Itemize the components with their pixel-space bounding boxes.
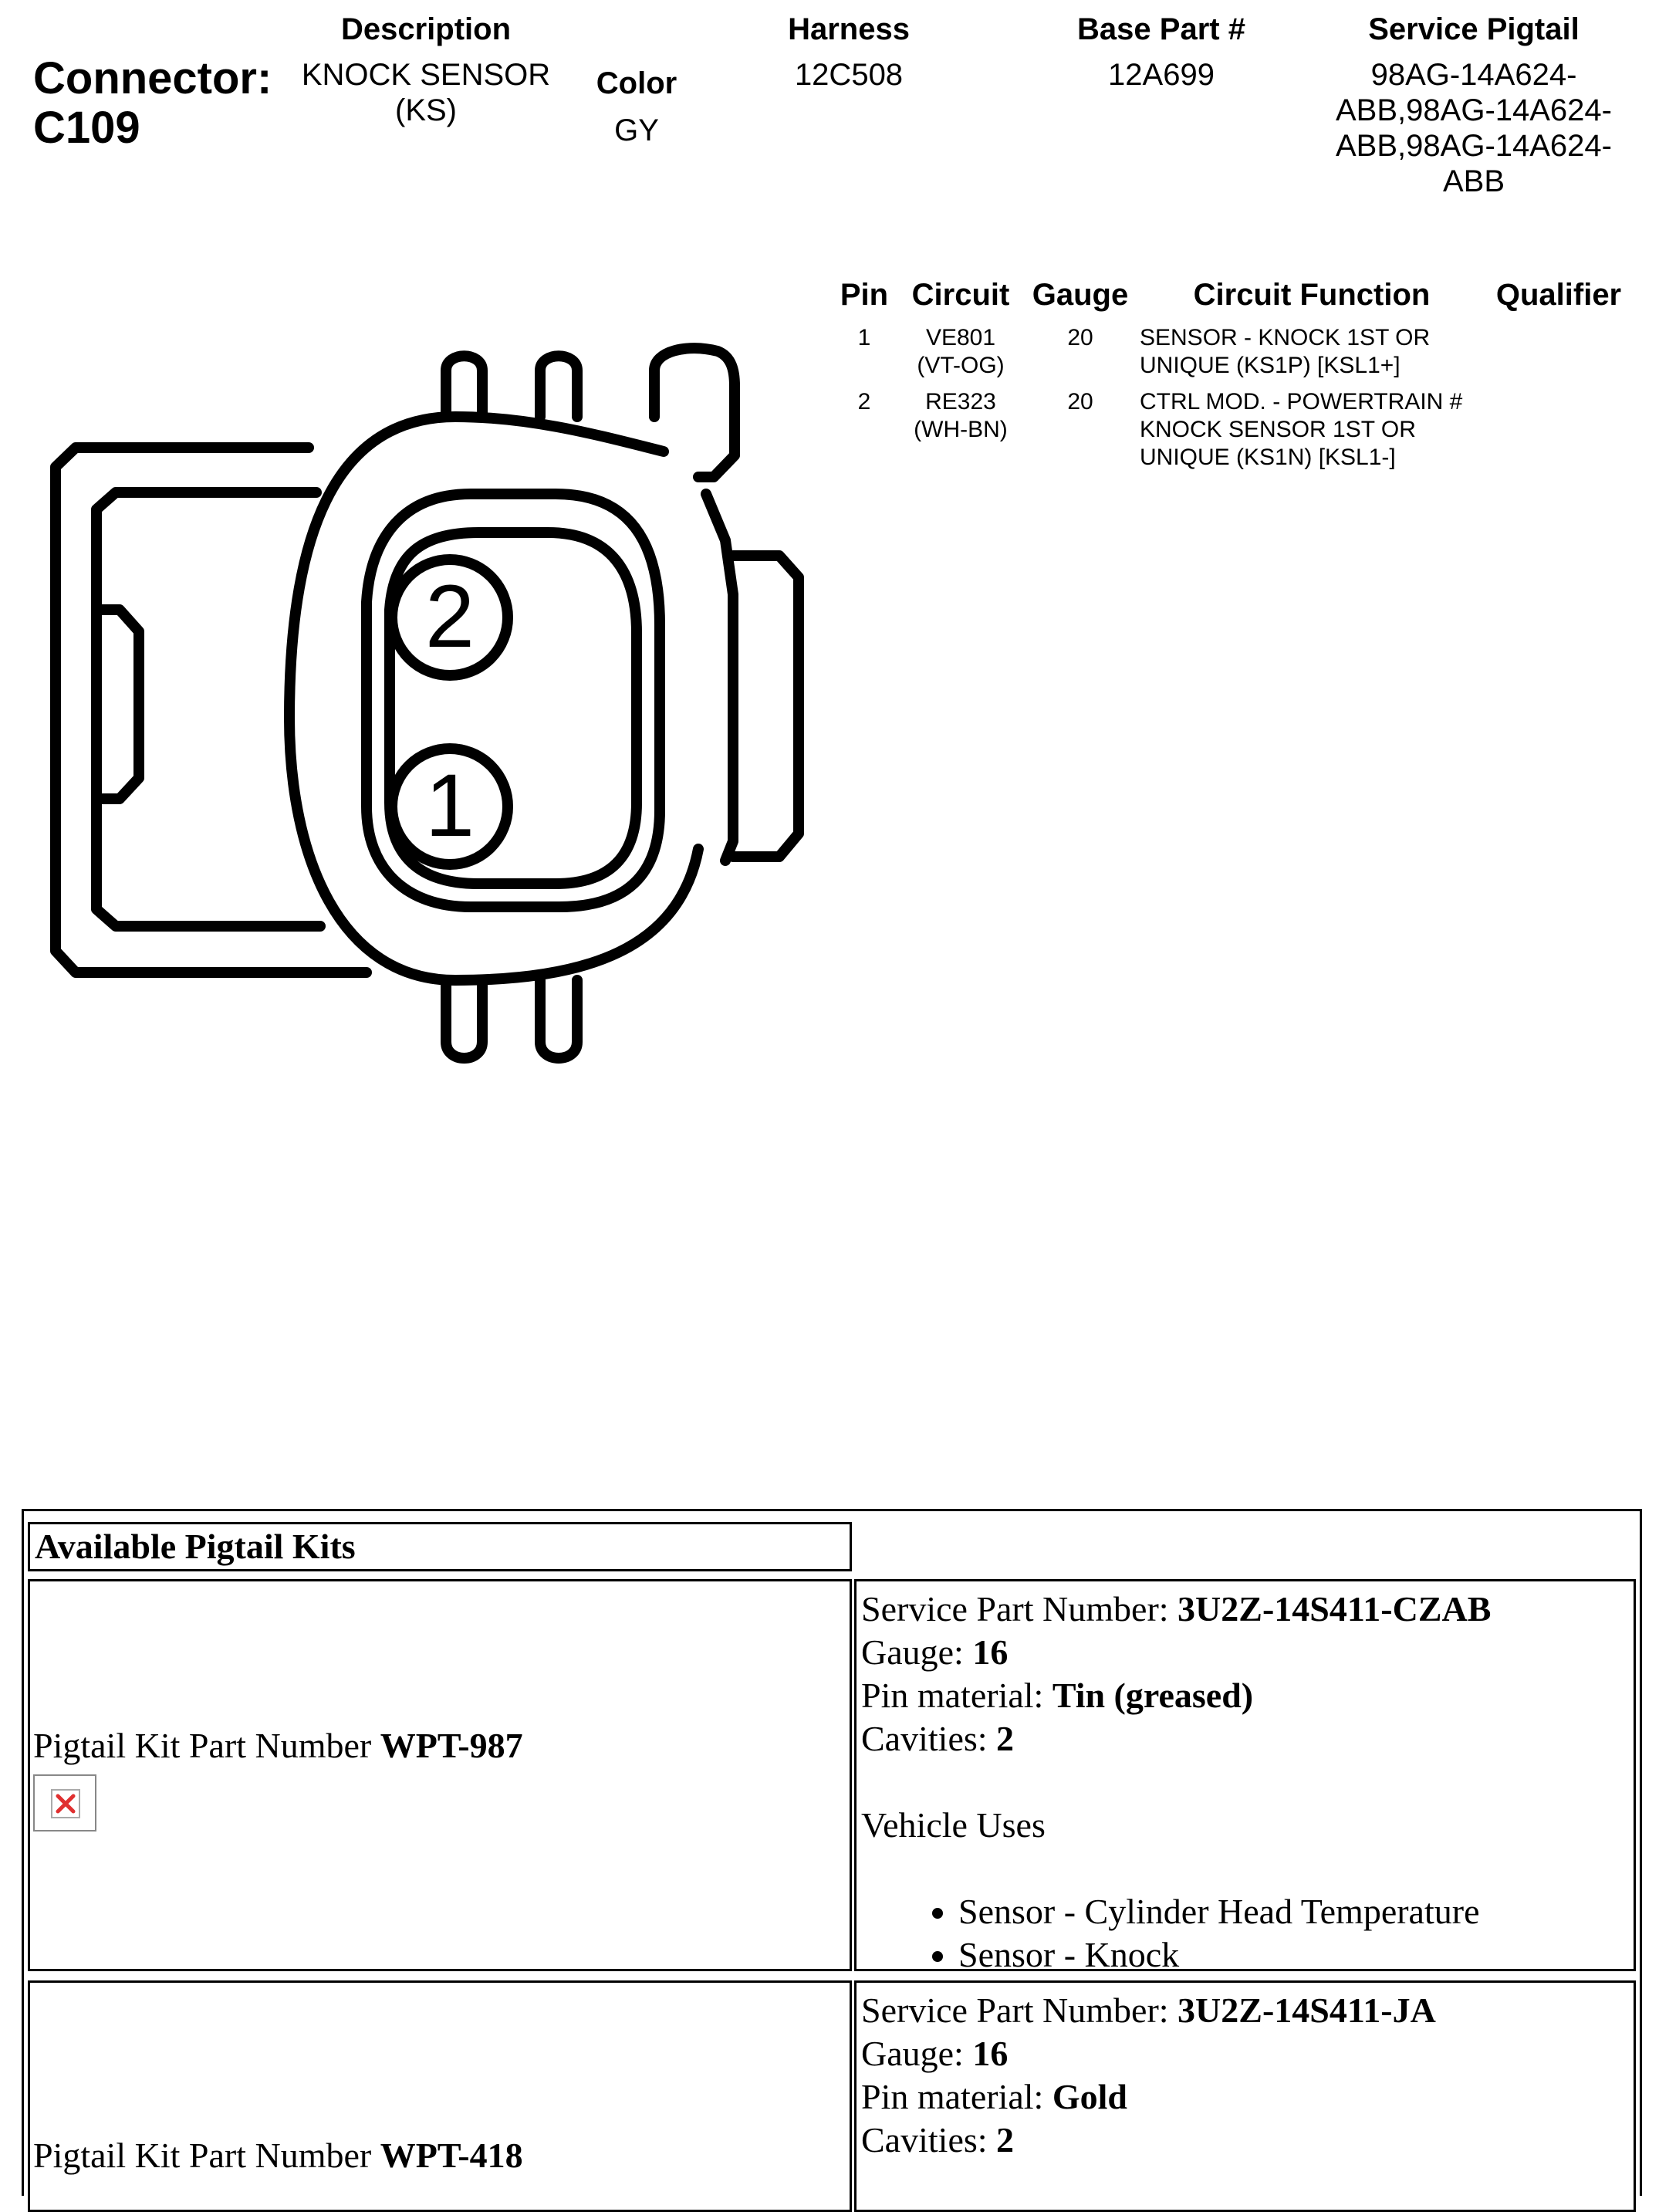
function-line: UNIQUE (KS1N) [KSL1-]: [1140, 445, 1396, 470]
pin-material-label: Pin material:: [861, 1676, 1053, 1715]
description-line2: (KS): [395, 93, 457, 127]
top-rib-left: [446, 356, 482, 417]
pin-material-line: [861, 1674, 1625, 1717]
cavities-line: [861, 2119, 1625, 2162]
function-line: UNIQUE (KS1P) [KSL1+]: [1140, 353, 1401, 378]
vehicle-uses-label: Vehicle Uses: [861, 1805, 1046, 1845]
bottom-rib-middle: [540, 980, 577, 1058]
kit-part-value: WPT-418: [380, 2136, 523, 2175]
service-part-number: [861, 1588, 1625, 1631]
kit-part-number: [33, 1724, 523, 1767]
top-rib-middle: [540, 356, 577, 417]
service-pigtail-line: 98AG-14A624-: [1370, 58, 1577, 92]
cavities-value: 2: [996, 2120, 1015, 2160]
pin-cell: 2: [857, 389, 871, 414]
kit-details: [861, 1588, 1625, 1977]
pigtail-title-cell: [28, 1522, 852, 1571]
kit-cell-right: [854, 1980, 1636, 2212]
vehicle-uses-list: [861, 1890, 1625, 1977]
circuit-function-header: Circuit Function: [1193, 278, 1431, 312]
kit-cell-right: [854, 1579, 1636, 1974]
broken-image-x-icon: [50, 1788, 81, 1819]
circuit-code: VE801: [925, 325, 996, 350]
bottom-rib-left: [446, 980, 482, 1058]
description-line1: KNOCK SENSOR: [301, 58, 551, 92]
broken-image-icon: [33, 1774, 96, 1831]
harness-value: 12C508: [794, 58, 904, 92]
pin-material-label: Pin material:: [861, 2077, 1053, 2116]
pin-header: Pin: [840, 278, 889, 312]
service-pigtail-header: Service Pigtail: [1368, 12, 1580, 46]
service-part-label: Service Part Number:: [861, 1589, 1178, 1629]
circuit-code: RE323: [925, 389, 996, 414]
cavities-label: Cavities:: [861, 2120, 997, 2160]
gauge-cell: 20: [1067, 325, 1093, 350]
service-pigtail-value: [1296, 57, 1651, 199]
circuit-cell: [895, 324, 1026, 380]
kit-cell-left: [28, 1980, 852, 2212]
gauge-value: 16: [972, 1632, 1009, 1672]
cavities-line: [861, 1717, 1625, 1760]
service-part-value: 3U2Z-14S411-CZAB: [1178, 1589, 1492, 1629]
gauge-header: Gauge: [1032, 278, 1129, 312]
kit-details: [861, 1989, 1625, 2162]
circuit-color: (VT-OG): [917, 353, 1005, 378]
function-line: CTRL MOD. - POWERTRAIN #: [1140, 389, 1463, 414]
pin-material-value: Gold: [1052, 2077, 1127, 2116]
connector-id: C109: [33, 103, 140, 153]
pigtail-title: Available Pigtail Kits: [35, 1527, 356, 1566]
circuit-header: Circuit: [911, 278, 1010, 312]
vehicle-use-item: • Sensor - Cylinder Head Temperature: [958, 1890, 1625, 1933]
cavities-label: Cavities:: [861, 1719, 997, 1758]
right-key: [706, 494, 733, 861]
function-cell: [1140, 388, 1510, 472]
connector-latch-tab: [96, 610, 139, 799]
gauge-line: [861, 2032, 1625, 2075]
pin-cell: 1: [857, 325, 871, 350]
right-tab: [733, 556, 799, 857]
gauge-label: Gauge:: [861, 2034, 973, 2073]
top-latch: [654, 348, 735, 477]
function-line: SENSOR - KNOCK 1ST OR: [1140, 325, 1431, 350]
gauge-cell: 20: [1067, 389, 1093, 414]
pin-1-label: 1: [425, 756, 475, 855]
connector-diagram: [0, 0, 849, 1119]
circuit-cell: [895, 388, 1026, 444]
color-header: Color: [596, 66, 677, 100]
kit-part-value: WPT-987: [380, 1726, 523, 1765]
base-part-header: Base Part #: [1077, 12, 1245, 46]
connector-label: Connector:: [33, 53, 272, 103]
service-pigtail-line: ABB,98AG-14A624-: [1336, 129, 1612, 163]
vehicle-use-item: • Sensor - Knock: [958, 1933, 1625, 1977]
kit-part-number: [33, 2134, 523, 2177]
pin-material-line: [861, 2075, 1625, 2119]
base-part-value: 12A699: [1108, 58, 1215, 92]
description-header: Description: [340, 12, 512, 46]
function-cell: [1140, 324, 1495, 380]
qualifier-header: Qualifier: [1495, 278, 1622, 312]
kit-part-label: Pigtail Kit Part Number: [33, 1726, 380, 1765]
kit-part-label: Pigtail Kit Part Number: [33, 2136, 380, 2175]
gauge-label: Gauge:: [861, 1632, 973, 1672]
color-value: GY: [614, 113, 659, 147]
cavities-value: 2: [996, 1719, 1015, 1758]
gauge-value: 16: [972, 2034, 1009, 2073]
service-pigtail-line: ABB,98AG-14A624-: [1336, 93, 1612, 127]
kit-cell-left: [28, 1579, 852, 1971]
pin-material-value: Tin (greased): [1052, 1676, 1254, 1715]
circuit-color: (WH-BN): [914, 417, 1008, 442]
service-part-value: 3U2Z-14S411-JA: [1178, 1990, 1436, 2030]
gauge-line: [861, 1631, 1625, 1674]
service-part-number: [861, 1989, 1625, 2032]
pin-2-label: 2: [425, 567, 475, 666]
service-pigtail-line: ABB: [1442, 164, 1505, 198]
harness-header: Harness: [788, 12, 910, 46]
service-part-label: Service Part Number:: [861, 1990, 1178, 2030]
function-line: KNOCK SENSOR 1ST OR: [1140, 417, 1416, 442]
